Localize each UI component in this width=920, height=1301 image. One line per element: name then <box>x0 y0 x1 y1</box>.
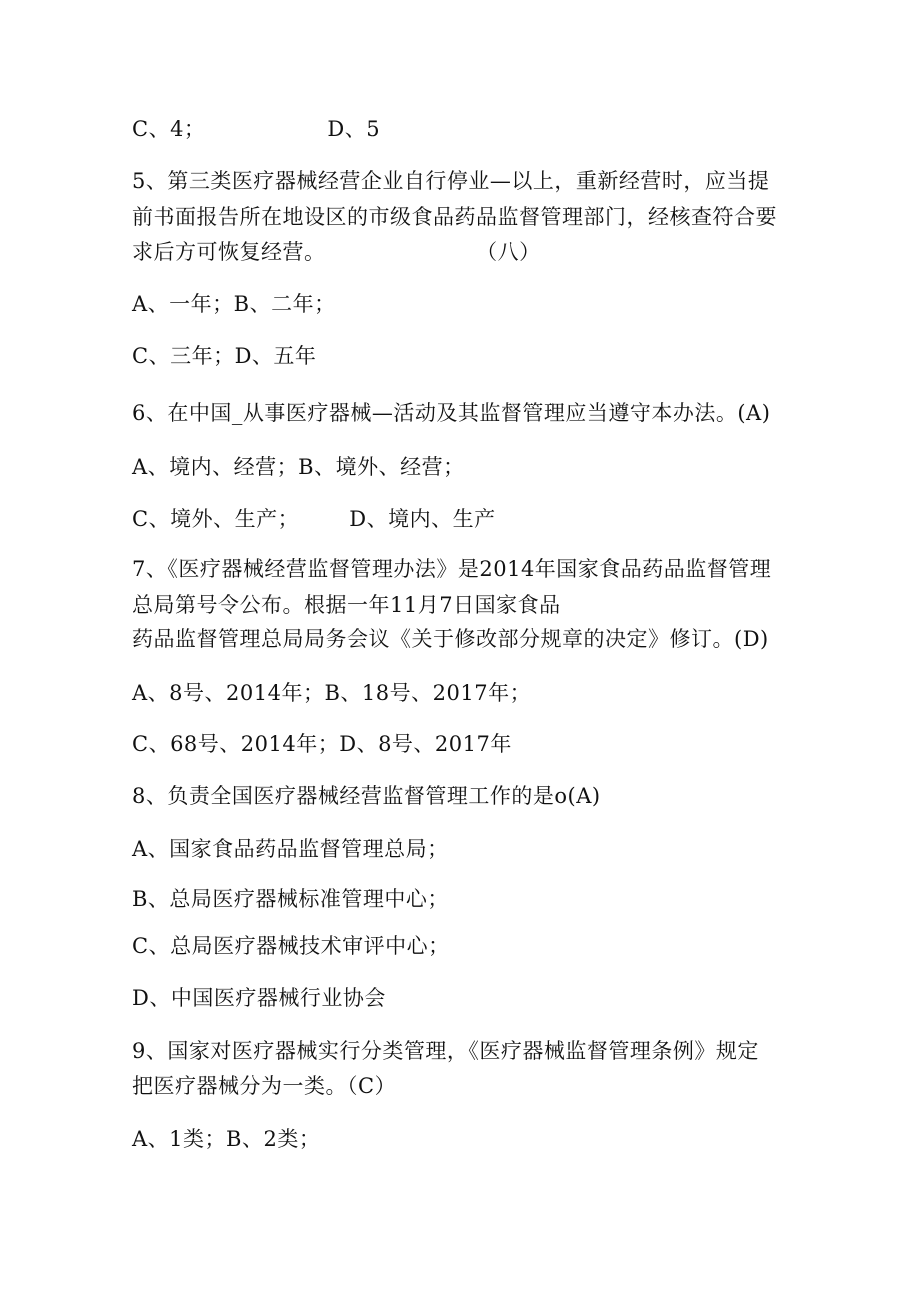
option-line-q5-ab: A、一年；B、二年； <box>132 292 336 316</box>
question-6-line-1: 6、在中国_从事医疗器械—活动及其监督管理应当遵守本办法。(A) <box>132 401 771 425</box>
option-line-q6-ab: A、境内、经营；B、境外、经营； <box>132 455 465 479</box>
question-5-line-2: 前书面报告所在地设区的市级食品药品监督管理部门，经核查符合要 <box>132 205 777 229</box>
option-line-q6-cd: C、境外、生产； D、境内、生产 <box>132 507 496 531</box>
option-line-q5-cd: C、三年；D、五年 <box>132 344 317 368</box>
option-line-q7-cd: C、68号、2014年；D、8号、2017年 <box>132 732 512 756</box>
question-9-line-2: 把医疗器械分为一类。（C） <box>132 1074 397 1098</box>
option-line-q8-b: B、总局医疗器械标准管理中心； <box>132 887 449 911</box>
question-5-line-1: 5、第三类医疗器械经营企业自行停业—以上，重新经营时，应当提 <box>132 169 770 193</box>
question-5-line-3: 求后方可恢复经营。 （八） <box>132 240 541 264</box>
question-7-line-2: 总局第号令公布。根据一年11月7日国家食品 <box>132 593 561 617</box>
option-line-q7-ab: A、8号、2014年；B、18号、2017年； <box>132 681 532 705</box>
option-line-q9-ab: A、1类；B、2类； <box>132 1127 321 1151</box>
option-line-q4-cd: C、4； D、5 <box>132 117 381 141</box>
option-line-q8-c: C、总局医疗器械技术审评中心； <box>132 934 450 958</box>
question-8-line-1: 8、负责全国医疗器械经营监督管理工作的是o(A) <box>132 784 601 808</box>
option-line-q8-d: D、中国医疗器械行业协会 <box>132 986 386 1010</box>
question-7-line-1: 7、《医疗器械经营监督管理办法》是2014年国家食品药品监督管理 <box>132 557 772 581</box>
question-7-line-3: 药品监督管理总局局务会议《关于修改部分规章的决定》修订。(D) <box>132 627 769 651</box>
option-line-q8-a: A、国家食品药品监督管理总局； <box>132 837 449 861</box>
question-9-line-1: 9、国家对医疗器械实行分类管理，《医疗器械监督管理条例》规定 <box>132 1039 759 1063</box>
